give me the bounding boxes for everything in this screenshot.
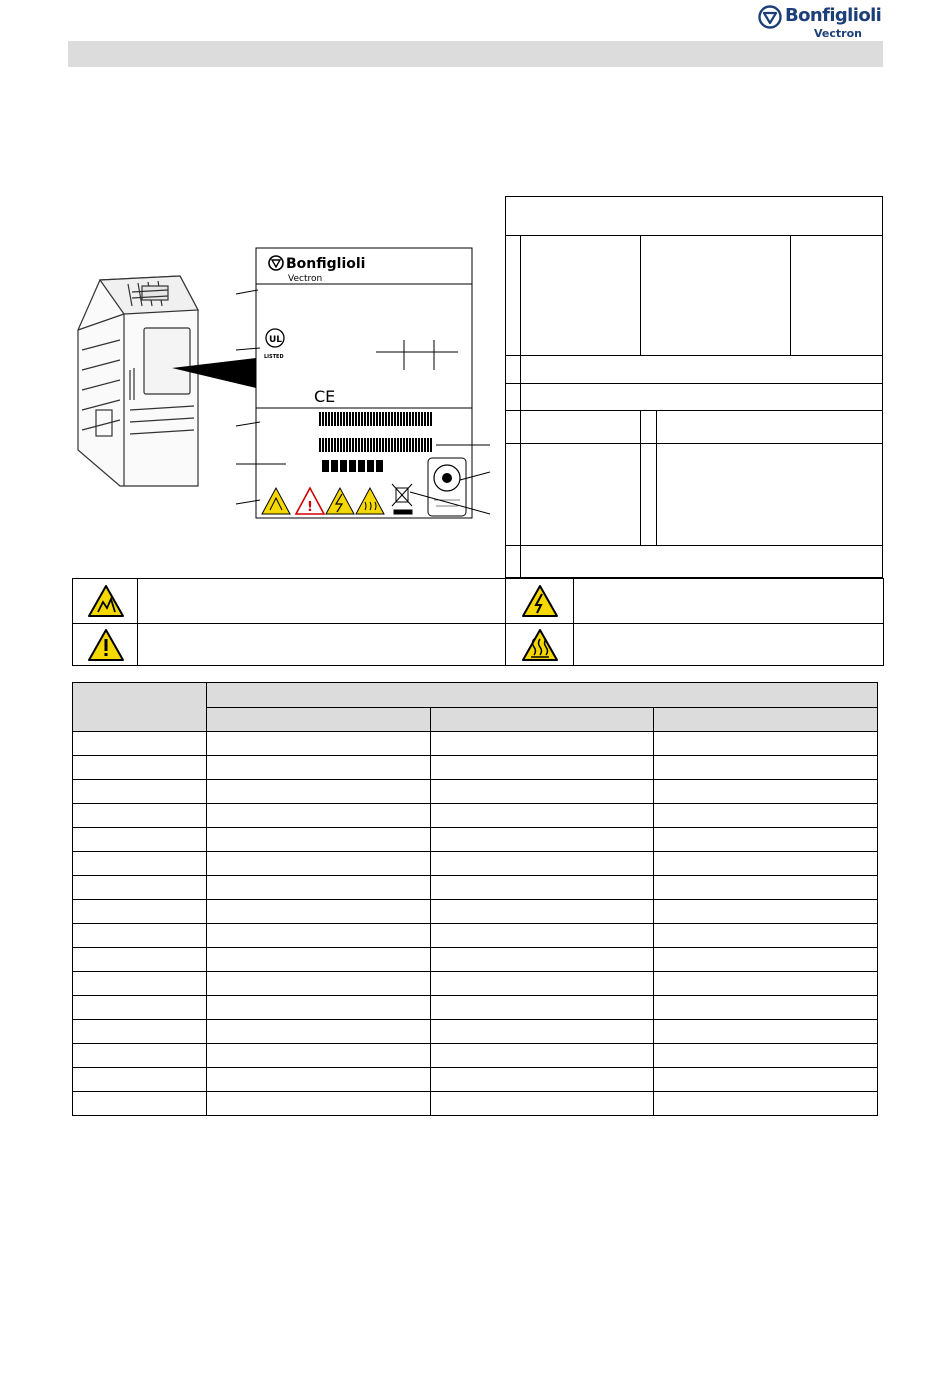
table-cell bbox=[73, 900, 207, 924]
table-cell bbox=[73, 948, 207, 972]
table-cell bbox=[654, 996, 878, 1020]
table-cell bbox=[654, 780, 878, 804]
table-row bbox=[73, 948, 878, 972]
table-cell bbox=[430, 876, 654, 900]
table-cell bbox=[430, 780, 654, 804]
table-cell bbox=[654, 1068, 878, 1092]
barcode-2 bbox=[318, 438, 432, 452]
table-row bbox=[73, 828, 878, 852]
device-nameplate-figure bbox=[70, 240, 500, 580]
table-cell bbox=[430, 1044, 654, 1068]
table-cell bbox=[654, 924, 878, 948]
table-cell bbox=[206, 1068, 430, 1092]
table-cell bbox=[654, 756, 878, 780]
table-row bbox=[73, 780, 878, 804]
table-cell bbox=[206, 804, 430, 828]
table-cell bbox=[73, 756, 207, 780]
inverter-device-drawing bbox=[78, 276, 198, 486]
table-cell bbox=[206, 900, 430, 924]
label-brand: Bonfiglioli bbox=[286, 256, 366, 272]
table-header-cell bbox=[73, 683, 207, 732]
table-row bbox=[73, 804, 878, 828]
table-cell bbox=[73, 828, 207, 852]
table-cell bbox=[430, 1092, 654, 1116]
table-cell bbox=[654, 876, 878, 900]
table-cell bbox=[206, 972, 430, 996]
hot-surface-warning-icon bbox=[521, 628, 559, 662]
table-row bbox=[73, 1092, 878, 1116]
table-cell bbox=[430, 852, 654, 876]
table-cell bbox=[430, 996, 654, 1020]
table-row bbox=[73, 972, 878, 996]
table-cell bbox=[430, 732, 654, 756]
electric-shock-warning-icon bbox=[521, 584, 559, 618]
table-cell bbox=[206, 780, 430, 804]
table-cell bbox=[206, 876, 430, 900]
table-header-cell bbox=[654, 707, 878, 732]
table-cell bbox=[206, 852, 430, 876]
bonfiglioli-logo-icon bbox=[758, 5, 782, 29]
table-cell bbox=[654, 948, 878, 972]
table-cell bbox=[430, 1020, 654, 1044]
table-cell bbox=[73, 972, 207, 996]
table-cell bbox=[206, 732, 430, 756]
table-cell bbox=[206, 924, 430, 948]
table-header-cell bbox=[206, 683, 877, 708]
table-cell bbox=[430, 804, 654, 828]
table-cell bbox=[206, 1044, 430, 1068]
table-cell bbox=[430, 972, 654, 996]
table-cell bbox=[654, 1092, 878, 1116]
esd-warning-icon bbox=[87, 584, 125, 618]
table-cell bbox=[73, 852, 207, 876]
service-seal-icon bbox=[428, 458, 466, 516]
barcode-1 bbox=[318, 412, 432, 426]
table-cell bbox=[430, 924, 654, 948]
table-cell bbox=[73, 924, 207, 948]
table-cell bbox=[430, 900, 654, 924]
table-row bbox=[73, 1044, 878, 1068]
table-cell bbox=[654, 972, 878, 996]
table-cell bbox=[430, 948, 654, 972]
table-cell bbox=[654, 732, 878, 756]
nameplate-label bbox=[256, 248, 472, 518]
table-cell bbox=[654, 1020, 878, 1044]
table-cell bbox=[73, 876, 207, 900]
nameplate-legend-table bbox=[505, 196, 883, 578]
table-cell bbox=[654, 804, 878, 828]
table-header-row-1 bbox=[73, 683, 878, 708]
table-cell bbox=[73, 1020, 207, 1044]
table-cell bbox=[206, 948, 430, 972]
table-cell bbox=[73, 1092, 207, 1116]
ul-listed-text: LISTED bbox=[264, 354, 284, 360]
label-sub: Vectron bbox=[288, 274, 323, 284]
brand-name: Bonfiglioli bbox=[785, 5, 882, 26]
table-cell bbox=[73, 996, 207, 1020]
table-row bbox=[73, 852, 878, 876]
device-data-table bbox=[72, 682, 878, 1116]
section-header-band bbox=[68, 41, 883, 67]
table-cell bbox=[73, 732, 207, 756]
warning-symbols-table bbox=[72, 578, 884, 666]
table-cell bbox=[206, 1020, 430, 1044]
table-row bbox=[73, 900, 878, 924]
svg-text:!: ! bbox=[307, 500, 313, 515]
table-cell bbox=[654, 1044, 878, 1068]
table-cell bbox=[430, 1068, 654, 1092]
general-warning-icon bbox=[87, 628, 125, 662]
ce-mark: CE bbox=[314, 387, 336, 406]
table-cell bbox=[430, 828, 654, 852]
table-header-cell bbox=[206, 707, 430, 732]
table-cell bbox=[73, 804, 207, 828]
table-row bbox=[73, 924, 878, 948]
barcode-3 bbox=[320, 460, 384, 472]
table-row bbox=[73, 1020, 878, 1044]
table-cell bbox=[206, 1092, 430, 1116]
table-cell bbox=[430, 756, 654, 780]
table-header-cell bbox=[430, 707, 654, 732]
table-cell bbox=[654, 852, 878, 876]
brand-sub: Vectron bbox=[814, 27, 862, 40]
table-cell bbox=[73, 1068, 207, 1092]
table-cell bbox=[206, 756, 430, 780]
table-cell bbox=[73, 780, 207, 804]
table-row bbox=[73, 732, 878, 756]
table-row bbox=[73, 756, 878, 780]
table-cell bbox=[654, 900, 878, 924]
brand-logo bbox=[758, 3, 882, 43]
table-row bbox=[73, 996, 878, 1020]
table-cell bbox=[654, 828, 878, 852]
table-row bbox=[73, 876, 878, 900]
table-row bbox=[73, 1068, 878, 1092]
ul-mark-text: UL bbox=[269, 335, 283, 345]
table-cell bbox=[73, 1044, 207, 1068]
table-cell bbox=[206, 828, 430, 852]
table-cell bbox=[206, 996, 430, 1020]
